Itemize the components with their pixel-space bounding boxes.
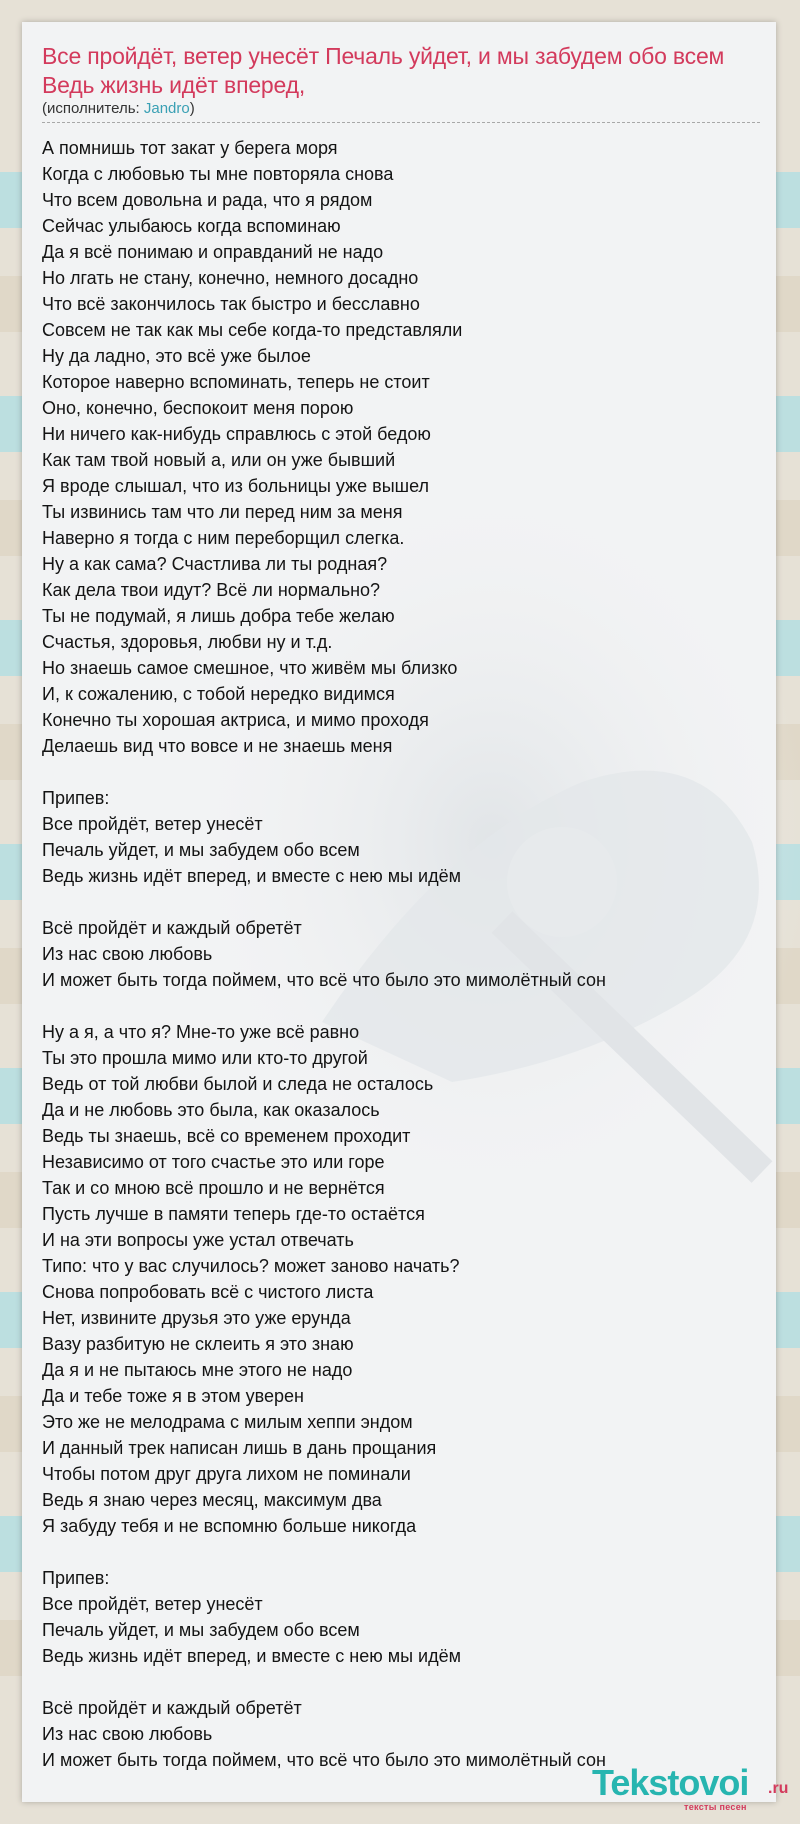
lyrics-line: Которое наверно вспоминать, теперь не стоит xyxy=(42,372,430,392)
lyrics-line: Когда с любовью ты мне повторяла снова xyxy=(42,164,394,184)
lyrics-line: Ты это прошла мимо или кто-то другой xyxy=(42,1048,368,1068)
lyrics-line: Совсем не так как мы себе когда-то представляли xyxy=(42,320,463,340)
lyrics-blank-line xyxy=(42,759,756,785)
lyrics-blank-line xyxy=(42,1539,756,1565)
lyrics-line: Ведь я знаю через месяц, максимум два xyxy=(42,1490,382,1510)
lyrics-line: И может быть тогда поймем, что всё что было это мимолётный сон xyxy=(42,970,606,990)
lyrics-line: Из нас свою любовь xyxy=(42,1724,213,1744)
lyrics-line: Припев: xyxy=(42,1568,110,1588)
lyrics-line: Ведь жизнь идёт вперед, и вместе с нею мы идём xyxy=(42,1646,462,1666)
lyrics-line: Ни ничего как-нибудь справлюсь с этой бедою xyxy=(42,424,431,444)
title-divider xyxy=(42,122,760,123)
lyrics-line: Припев: xyxy=(42,788,110,808)
lyrics-line: Да и не любовь это была, как оказалось xyxy=(42,1100,380,1120)
lyrics-line: Из нас свою любовь xyxy=(42,944,213,964)
lyrics-line: Нет, извините друзья это уже ерунда xyxy=(42,1308,351,1328)
lyrics-line: Как дела твои идут? Всё ли нормально? xyxy=(42,580,381,600)
lyrics-line: Да я всё понимаю и оправданий не надо xyxy=(42,242,384,262)
logo-tld: .ru xyxy=(768,1780,789,1797)
logo-tagline: тексты песен xyxy=(684,1802,747,1812)
lyrics-line: Пусть лучше в памяти теперь где-то остаётся xyxy=(42,1204,425,1224)
site-logo[interactable] xyxy=(592,1762,792,1822)
lyrics-line: Типо: что у вас случилось? может заново начать? xyxy=(42,1256,460,1276)
lyrics-line: Вазу разбитую не склеить я это знаю xyxy=(42,1334,354,1354)
artist-byline: (исполнитель: Jandro) xyxy=(42,100,195,117)
lyrics-line: Оно, конечно, беспокоит меня порою xyxy=(42,398,354,418)
lyrics-line: Но знаешь самое смешное, что живём мы близко xyxy=(42,658,458,678)
lyrics-line: Всё пройдёт и каждый обретёт xyxy=(42,1698,302,1718)
lyrics-line: Что всем довольна и рада, что я рядом xyxy=(42,190,373,210)
lyrics-line: Да и тебе тоже я в этом уверен xyxy=(42,1386,304,1406)
lyrics-line: Все пройдёт, ветер унесёт xyxy=(42,1594,263,1614)
lyrics-line: Ты не подумай, я лишь добра тебе желаю xyxy=(42,606,395,626)
lyrics-line: Сейчас улыбаюсь когда вспоминаю xyxy=(42,216,341,236)
lyrics-line: И, к сожалению, с тобой нередко видимся xyxy=(42,684,395,704)
lyrics-line: Все пройдёт, ветер унесёт xyxy=(42,814,263,834)
lyrics-line: Печаль уйдет, и мы забудем обо всем xyxy=(42,1620,360,1640)
lyrics-line: Ведь от той любви былой и следа не осталось xyxy=(42,1074,434,1094)
lyrics-line: Как там твой новый а, или он уже бывший xyxy=(42,450,396,470)
lyrics-line: Счастья, здоровья, любви ну и т.д. xyxy=(42,632,333,652)
lyrics-line: Ну да ладно, это всё уже былое xyxy=(42,346,311,366)
lyrics-line: Я забуду тебя и не вспомню больше никогда xyxy=(42,1516,417,1536)
lyrics-blank-line xyxy=(42,889,756,915)
lyrics-line: А помнишь тот закат у берега моря xyxy=(42,138,338,158)
lyrics-line: Так и со мною всё прошло и не вернётся xyxy=(42,1178,385,1198)
lyrics-line: И данный трек написан лишь в дань прощания xyxy=(42,1438,437,1458)
lyrics-line: Ведь ты знаешь, всё со временем проходит xyxy=(42,1126,411,1146)
lyrics-line: Что всё закончилось так быстро и бесславно xyxy=(42,294,420,314)
lyrics-line: Ведь жизнь идёт вперед, и вместе с нею мы идём xyxy=(42,866,462,886)
lyrics-line: Ты извинись там что ли перед ним за меня xyxy=(42,502,403,522)
lyrics-line: Печаль уйдет, и мы забудем обо всем xyxy=(42,840,360,860)
artist-link[interactable]: Jandro xyxy=(143,100,190,117)
lyrics-line: Ну а как сама? Счастлива ли ты родная? xyxy=(42,554,388,574)
lyrics-line: И может быть тогда поймем, что всё что было это мимолётный сон xyxy=(42,1750,606,1770)
lyrics-line: Чтобы потом друг друга лихом не поминали xyxy=(42,1464,411,1484)
lyrics-card xyxy=(22,22,789,1812)
lyrics-line: Да я и не пытаюсь мне этого не надо xyxy=(42,1360,353,1380)
lyrics-line: Снова попробовать всё с чистого листа xyxy=(42,1282,374,1302)
lyrics-line: Независимо от того счастье это или горе xyxy=(42,1152,385,1172)
lyrics-line: Но лгать не стану, конечно, немного досадно xyxy=(42,268,419,288)
page-title: Все пройдёт, ветер унесёт Печаль уйдет, и мы забудем обо всем Ведь жизнь идёт вперед, xyxy=(42,43,725,98)
lyrics-line: И на эти вопросы уже устал отвечать xyxy=(42,1230,354,1250)
lyrics-line: Делаешь вид что вовсе и не знаешь меня xyxy=(42,736,393,756)
lyrics-line: Всё пройдёт и каждый обретёт xyxy=(42,918,302,938)
lyrics-blank-line xyxy=(42,1669,756,1695)
lyrics-line: Я вроде слышал, что из больницы уже вышел xyxy=(42,476,429,496)
lyrics-line: Это же не мелодрама с милым хеппи эндом xyxy=(42,1412,413,1432)
lyrics-line: Конечно ты хорошая актриса, и мимо проходя xyxy=(42,710,429,730)
logo-wordmark: Tekstovoi xyxy=(592,1762,749,1803)
lyrics-blank-line xyxy=(42,993,756,1019)
lyrics-line: Ну а я, а что я? Мне-то уже всё равно xyxy=(42,1022,360,1042)
lyrics-text xyxy=(42,135,756,1773)
lyrics-line: Наверно я тогда с ним переборщил слегка. xyxy=(42,528,405,548)
